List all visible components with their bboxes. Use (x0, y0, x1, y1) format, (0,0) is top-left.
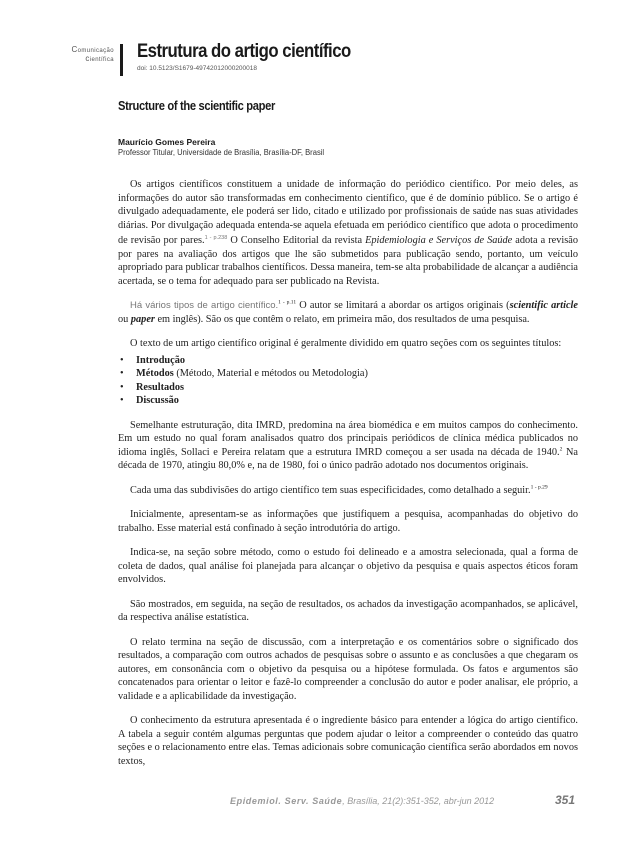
list-item-label: Resultados (136, 381, 185, 393)
paragraph-10: O conhecimento da estrutura apresentada é o ingrediente básico para entender a lógica do artigo científico. A tabela a seguir contém algumas perguntas que podem ajudar o leitor a compreender o conteúdo das quatro seções e o relacionamento entre elas. Temas adicionais sobre comunicação científica serão abordados em novos textos, (118, 715, 578, 767)
list-item-label: Métodos (136, 368, 174, 380)
article-subtitle: Structure of the scientific paper (118, 98, 276, 113)
footer-citation: , Brasília, 21(2):351-352, abr-jun 2012 (342, 796, 495, 806)
author-affiliation: Professor Titular, Universidade de Brasília, Brasília-DF, Brasil (118, 148, 325, 157)
p2-term-paper: paper (130, 313, 155, 325)
list-item-label: Introdução (136, 354, 186, 366)
p4-text-a: Semelhante estruturação, dita IMRD, predomina na área biomédica e em muitos campos do conhecimento. Em um estudo no qual foram analisados quatro dos principais periódicos de clínica médica publicados no idioma inglês, Sollaci e Pereira relatam que a estrutura IMRD começou a ser usada na década de 1940. (118, 419, 578, 458)
p2-ref: 1 - p.11 (278, 299, 297, 306)
p1-ref-sup: 1 - p.238 (204, 235, 228, 241)
p4-ref: 2 (559, 446, 563, 453)
paragraph-6: Inicialmente, apresentam-se as informações que justifiquem a pesquisa, acompanhadas do objetivo do trabalho. Esse material está confinado à seção introdutória do artigo. (118, 509, 578, 534)
page-number: 351 (555, 793, 576, 807)
bullet-icon: • (120, 395, 124, 407)
article-body (118, 178, 578, 768)
article-title: Estrutura do artigo científico (137, 40, 351, 62)
paragraph-4 (118, 419, 578, 473)
p2-text-c: ou (118, 313, 131, 325)
list-item (118, 367, 578, 381)
p1-ref (205, 235, 228, 246)
paragraph-1 (118, 178, 578, 288)
page-footer (230, 796, 494, 806)
section-label (62, 46, 114, 64)
p5-ref: 1 - p.29 (530, 484, 548, 491)
p1-text-c: adota a revisão por pares na avaliação dos artigos que lhe são submetidos para publicação sendo, portanto, um veículo apropriado para publicar trabalhos científicos. Dessa maneira, tem-se alta probabilidade de alcançar a audiência acertada, se o tema for adequado para ser publicado na Revista. (118, 235, 578, 287)
list-item (118, 354, 578, 368)
p1-text-a: Os artigos científicos constituem a unidade de informação do periódico científico. Por meio deles, as informações do autor são transformadas em conhecimento científico, que é de domínio público. Se o artigo é divulgado adequadamente, ele poderá ser lido, citado e utilizado por profissionais de saúde nas suas atividades diárias. Por divulgação adequada entenda-se aquela efetuada em periódico científico que adota o procedimento de revisão por pares. (118, 179, 578, 247)
p2-term-scientific-article: scientific article (509, 300, 578, 312)
paragraph-8: São mostrados, em seguida, na seção de resultados, os achados da investigação acompanhados, se aplicável, da respectiva análise estatística. (118, 598, 578, 624)
p2-text-b: O autor se limitará a abordar os artigos originais ( (296, 300, 510, 312)
section-list (118, 354, 578, 408)
doi-text[interactable]: doi: 10.5123/S1679-49742012000200018 (137, 65, 258, 72)
paragraph-2 (118, 299, 578, 326)
p2-text-d: em inglês). São os que contêm o relato, em primeira mão, dos resultados de uma pesquisa. (154, 313, 530, 325)
p2-text-a: Há vários tipos de artigo científico. (130, 300, 279, 312)
p1-journal-name: Epidemiologia e Serviços de Saúde (365, 235, 513, 247)
p4-text-b: Na década de 1970, atingiu 80,0% e, na de 1980, foi o único padrão adotado nos documentos originais. (118, 446, 578, 472)
list-item-note: (Método, Material e métodos ou Metodologia) (173, 368, 368, 380)
bullet-icon: • (120, 381, 124, 393)
footer-journal: Epidemiol. Serv. Saúde (230, 796, 343, 806)
section-label-line1: Comunicação (71, 45, 114, 54)
bullet-icon: • (120, 354, 124, 366)
p1-text-b: O Conselho Editorial da revista (227, 235, 366, 247)
list-item (118, 394, 578, 408)
author-name: Maurício Gomes Pereira (118, 137, 216, 147)
list-item-label: Discussão (136, 395, 179, 407)
bullet-icon: • (120, 368, 124, 380)
p5-text-a: Cada uma das subdivisões do artigo científico tem suas especificidades, como detalhado a seguir. (130, 484, 531, 496)
paragraph-3: O texto de um artigo científico original é geralmente dividido em quatro seções com os seguintes títulos: (130, 338, 562, 350)
list-item (118, 381, 578, 395)
title-bar-decoration (120, 44, 123, 76)
paragraph-9: O relato termina na seção de discussão, com a interpretação e os comentários sobre o significado dos resultados, a comparação com outros achados de pesquisas sobre o assunto e as conclusões a que chegaram os autores, em consonância com o objetivo da pesquisa ou a hipótese formulada. Os fatos e argumentos são concatenados para orientar o leitor e fazê-lo compreender a conclusão do autor e poder analisar, ele próprio, a validade e a aplicabilidade da investigação. (118, 636, 578, 702)
section-label-line2: científica (85, 54, 114, 63)
paragraph-5 (118, 484, 578, 498)
paragraph-7: Indica-se, na seção sobre método, como o estudo foi delineado e a amostra selecionada, qual a forma de coleta de dados, qual análise foi planejada para alcançar o objetivo da pesquisa e quais aspectos éticos foram envolvidos. (118, 547, 578, 586)
